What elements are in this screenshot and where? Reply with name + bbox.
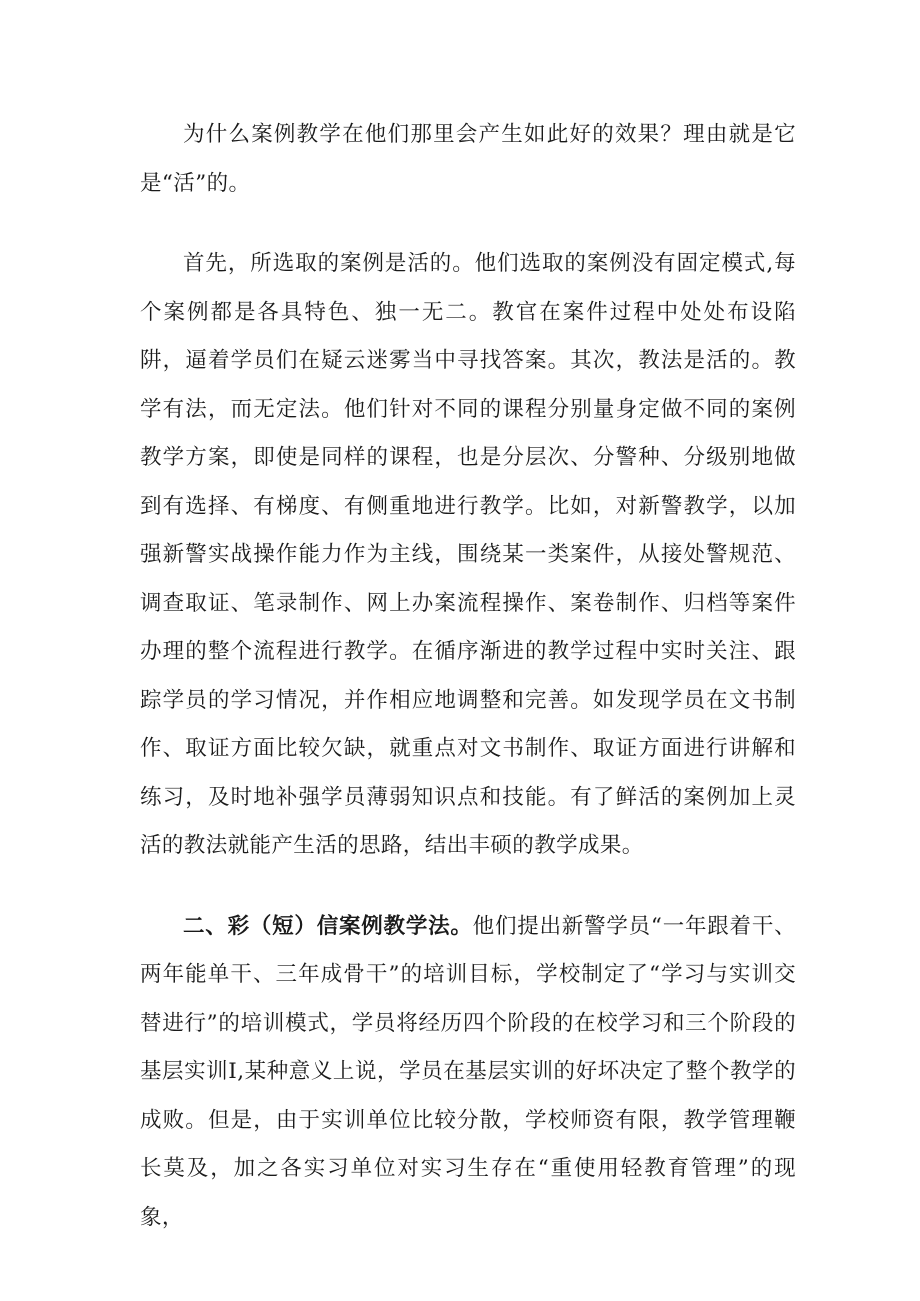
document-page	[140, 111, 796, 1242]
paragraph-1-text: 为什么案例教学在他们那里会产生如此好的效果？理由就是它是“活”的。	[140, 122, 796, 196]
paragraph-3	[140, 903, 796, 1243]
section-heading: 二、彩（短）信案例教学法。	[183, 913, 473, 939]
paragraph-2-text: 首先，所选取的案例是活的。他们选取的案例没有固定模式,每个案例都是各具特色、独一无二。教官在案件过程中处处布设陷阱，逼着学员们在疑云迷雾当中寻找答案。其次，教法是活的。教学有法，而无定法。他们针对不同的课程分别量身定做不同的案例教学方案，即使是同样的课程，也是分层次、分警种、分级别地做到有选择、有梯度、有侧重地进行教学。比如，对新警教学，以加强新警实战操作能力作为主线，围绕某一类案件，从接处警规范、调查取证、笔录制作、网上办案流程操作、案卷制作、归档等案件办理的整个流程进行教学。在循序渐进的教学过程中实时关注、跟踪学员的学习情况，并作相应地调整和完善。如发现学员在文书制作、取证方面比较欠缺，就重点对文书制作、取证方面进行讲解和练习，及时地补强学员薄弱知识点和技能。有了鲜活的案例加上灵活的教法就能产生活的思路，结出丰硕的教学成果。	[140, 251, 796, 858]
paragraph-1	[140, 111, 796, 208]
paragraph-3-text: 他们提出新警学员“一年跟着干、两年能单干、三年成骨干”的培训目标，学校制定了“学习与实训交替进行”的培训模式，学员将经历四个阶段的在校学习和三个阶段的基层实训Ⅰ,某种意义上说，学员在基层实训的好坏决定了整个教学的成败。但是，由于实训单位比较分散，学校师资有限，教学管理鞭长莫及，加之各实习单位对实习生存在“重使用轻教育管理”的现象，	[140, 913, 797, 1230]
paragraph-2	[140, 240, 796, 871]
